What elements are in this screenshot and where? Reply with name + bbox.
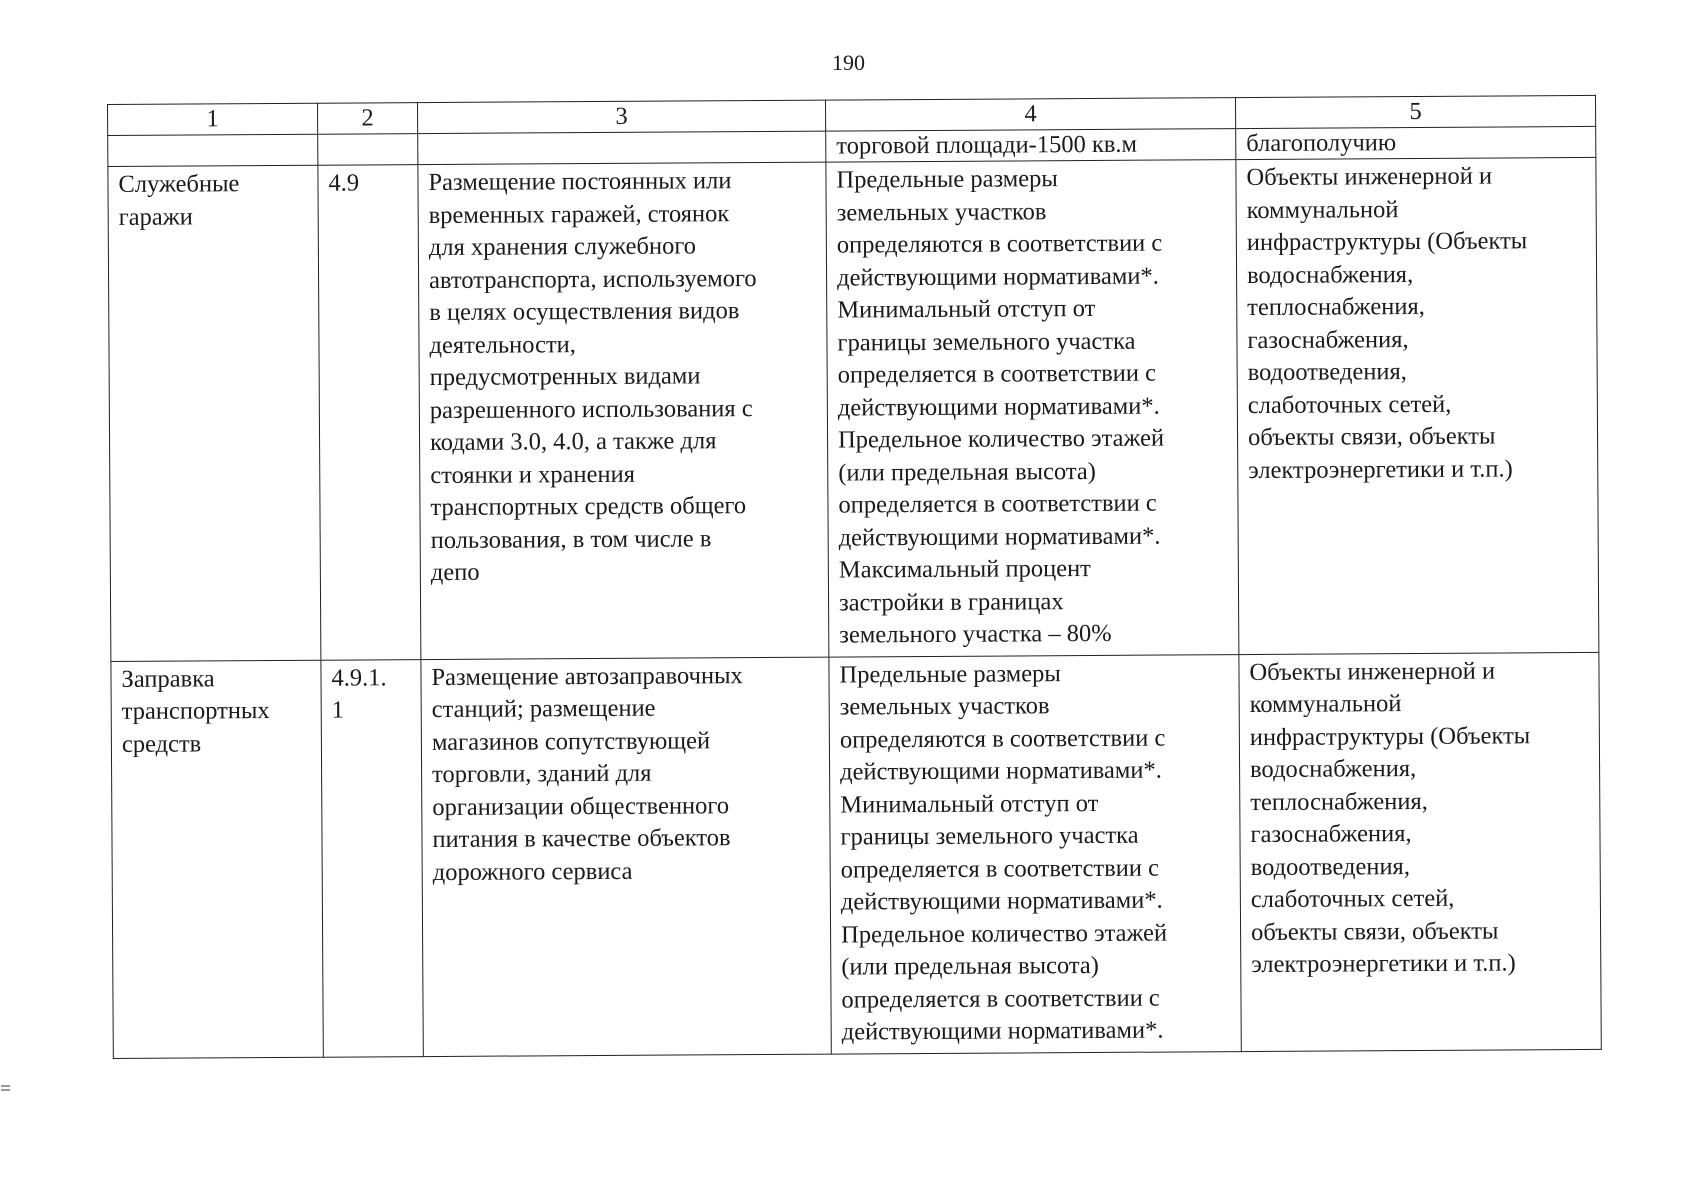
use-type-description: Размещение постоянных или временных гаражей, стоянок для хранения служебного автотранспорта, используемого в целях осуществления видов деятельности, предусмотренных видами разрешенного использования с кодами 3.0, 4.0, а также для стоянки и хранения транспортных средств общего пользования, в том числе в депо bbox=[418, 162, 829, 659]
margin-mark: = bbox=[0, 1078, 12, 1100]
use-type-code: 4.9.1. 1 bbox=[321, 659, 423, 1057]
use-type-code: 4.9 bbox=[318, 165, 421, 660]
table-row bbox=[111, 652, 1601, 1058]
zoning-table bbox=[107, 95, 1602, 1059]
use-type-auxiliary: Объекты инженерной и коммунальной инфраструктуры (Объекты водоснабжения, теплоснабжения, газоснабжения, водоотведения, слаботочных сетей, объекты связи, объекты электроэнергетики и т.п.) bbox=[1236, 157, 1599, 654]
use-type-name: Служебные гаражи bbox=[108, 165, 321, 661]
continuation-cell-2 bbox=[318, 134, 418, 166]
use-type-name: Заправка транспортных средств bbox=[111, 660, 323, 1058]
use-type-parameters: Предельные размеры земельных участков определяются в соответствии с действующими нормативами*. Минимальный отступ от границы земельного участка определяется в соответствии с действующими нормативами*. Предельное количество этажей (или предельная высота) определяется в соответствии с действующими нормативами*. bbox=[829, 654, 1241, 1053]
header-cell-2: 2 bbox=[317, 103, 417, 135]
continuation-cell-4: торговой площади-1500 кв.м bbox=[826, 129, 1236, 163]
header-cell-3: 3 bbox=[417, 100, 825, 133]
use-type-auxiliary: Объекты инженерной и коммунальной инфраструктуры (Объекты водоснабжения, теплоснабжения, газоснабжения, водоотведения, слаботочных сетей, объекты связи, объекты электроэнергетики и т.п.) bbox=[1239, 652, 1601, 1051]
continuation-cell-5: благополучию bbox=[1236, 126, 1596, 159]
page-number: 190 bbox=[832, 50, 865, 75]
use-type-parameters: Предельные размеры земельных участков определяются в соответствии с действующими нормативами*. Минимальный отступ от границы земельного участка определяется в соответствии с действующими нормативами*. Предельное количество этажей (или предельная высота) определяется в соответствии с действующими нормативами*. Максимальный процент застройки в границах земельного участка – 80% bbox=[826, 160, 1239, 657]
continuation-cell-1 bbox=[108, 134, 318, 166]
continuation-cell-3 bbox=[418, 131, 826, 164]
header-cell-5: 5 bbox=[1235, 95, 1595, 128]
use-type-description: Размещение автозаправочных станций; размещение магазинов сопутствующей торговли, зданий для организации общественного питания в качестве объектов дорожного сервиса bbox=[421, 657, 831, 1056]
table-row bbox=[108, 157, 1599, 661]
header-cell-1: 1 bbox=[108, 103, 318, 135]
header-cell-4: 4 bbox=[825, 98, 1235, 132]
